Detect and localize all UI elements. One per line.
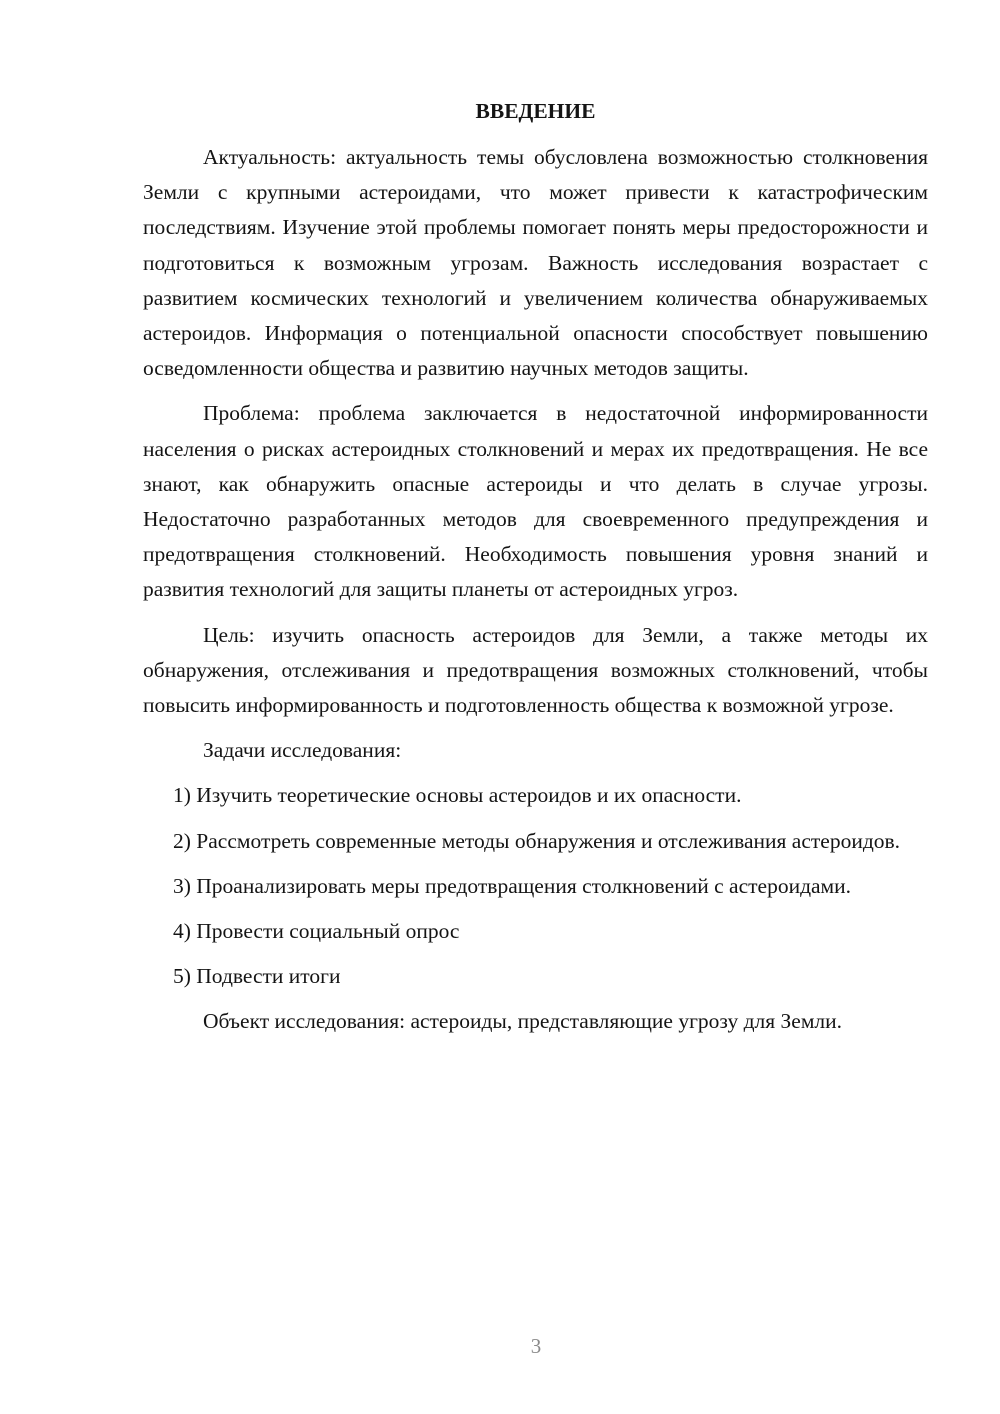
page-number: 3 <box>530 1334 542 1358</box>
paragraph-object: Объект исследования: астероиды, представляющие угрозу для Земли. <box>203 1009 843 1034</box>
page-content <box>143 96 928 1040</box>
paragraph-relevance: Актуальность: актуальность темы обусловлена возможностью столкновения Земли с крупными астероидами, что может привести к катастрофическим последствиям. Изучение этой проблемы помогает понять меры предосторожности и подготовиться к возможным угрозам. Важность исследования возрастает с развитием космических технологий и увеличением количества обнаруживаемых астероидов. Информация о потенциальной опасности способствует повышению осведомленности общества и развитию научных методов защиты. <box>143 145 928 381</box>
task-item-2: 2) Рассмотреть современные методы обнаружения и отслеживания астероидов. <box>173 828 901 853</box>
tasks-title: Задачи исследования: <box>203 738 402 763</box>
paragraph-problem: Проблема: проблема заключается в недостаточной информированности населения о рисках астероидных столкновений и мерах их предотвращения. Не все знают, как обнаружить опасные астероиды и что делать в случае угрозы. Недостаточно разработанных методов для своевременного предупреждения и предотвращения столкновений. Необходимость повышения уровня знаний и развития технологий для защиты планеты от астероидных угроз. <box>143 401 928 602</box>
section-heading: ВВЕДЕНИЕ <box>475 99 596 123</box>
task-item-3: 3) Проанализировать меры предотвращения столкновений с астероидами. <box>173 873 852 898</box>
paragraph-goal: Цель: изучить опасность астероидов для Земли, а также методы их обнаружения, отслеживания и предотвращения возможных столкновений, чтобы повысить информированность и подготовленность общества к возможной угрозе. <box>143 622 928 718</box>
task-item-5: 5) Подвести итоги <box>173 964 341 989</box>
task-item-4: 4) Провести социальный опрос <box>173 919 460 944</box>
task-item-1: 1) Изучить теоретические основы астероидов и их опасности. <box>173 783 742 808</box>
